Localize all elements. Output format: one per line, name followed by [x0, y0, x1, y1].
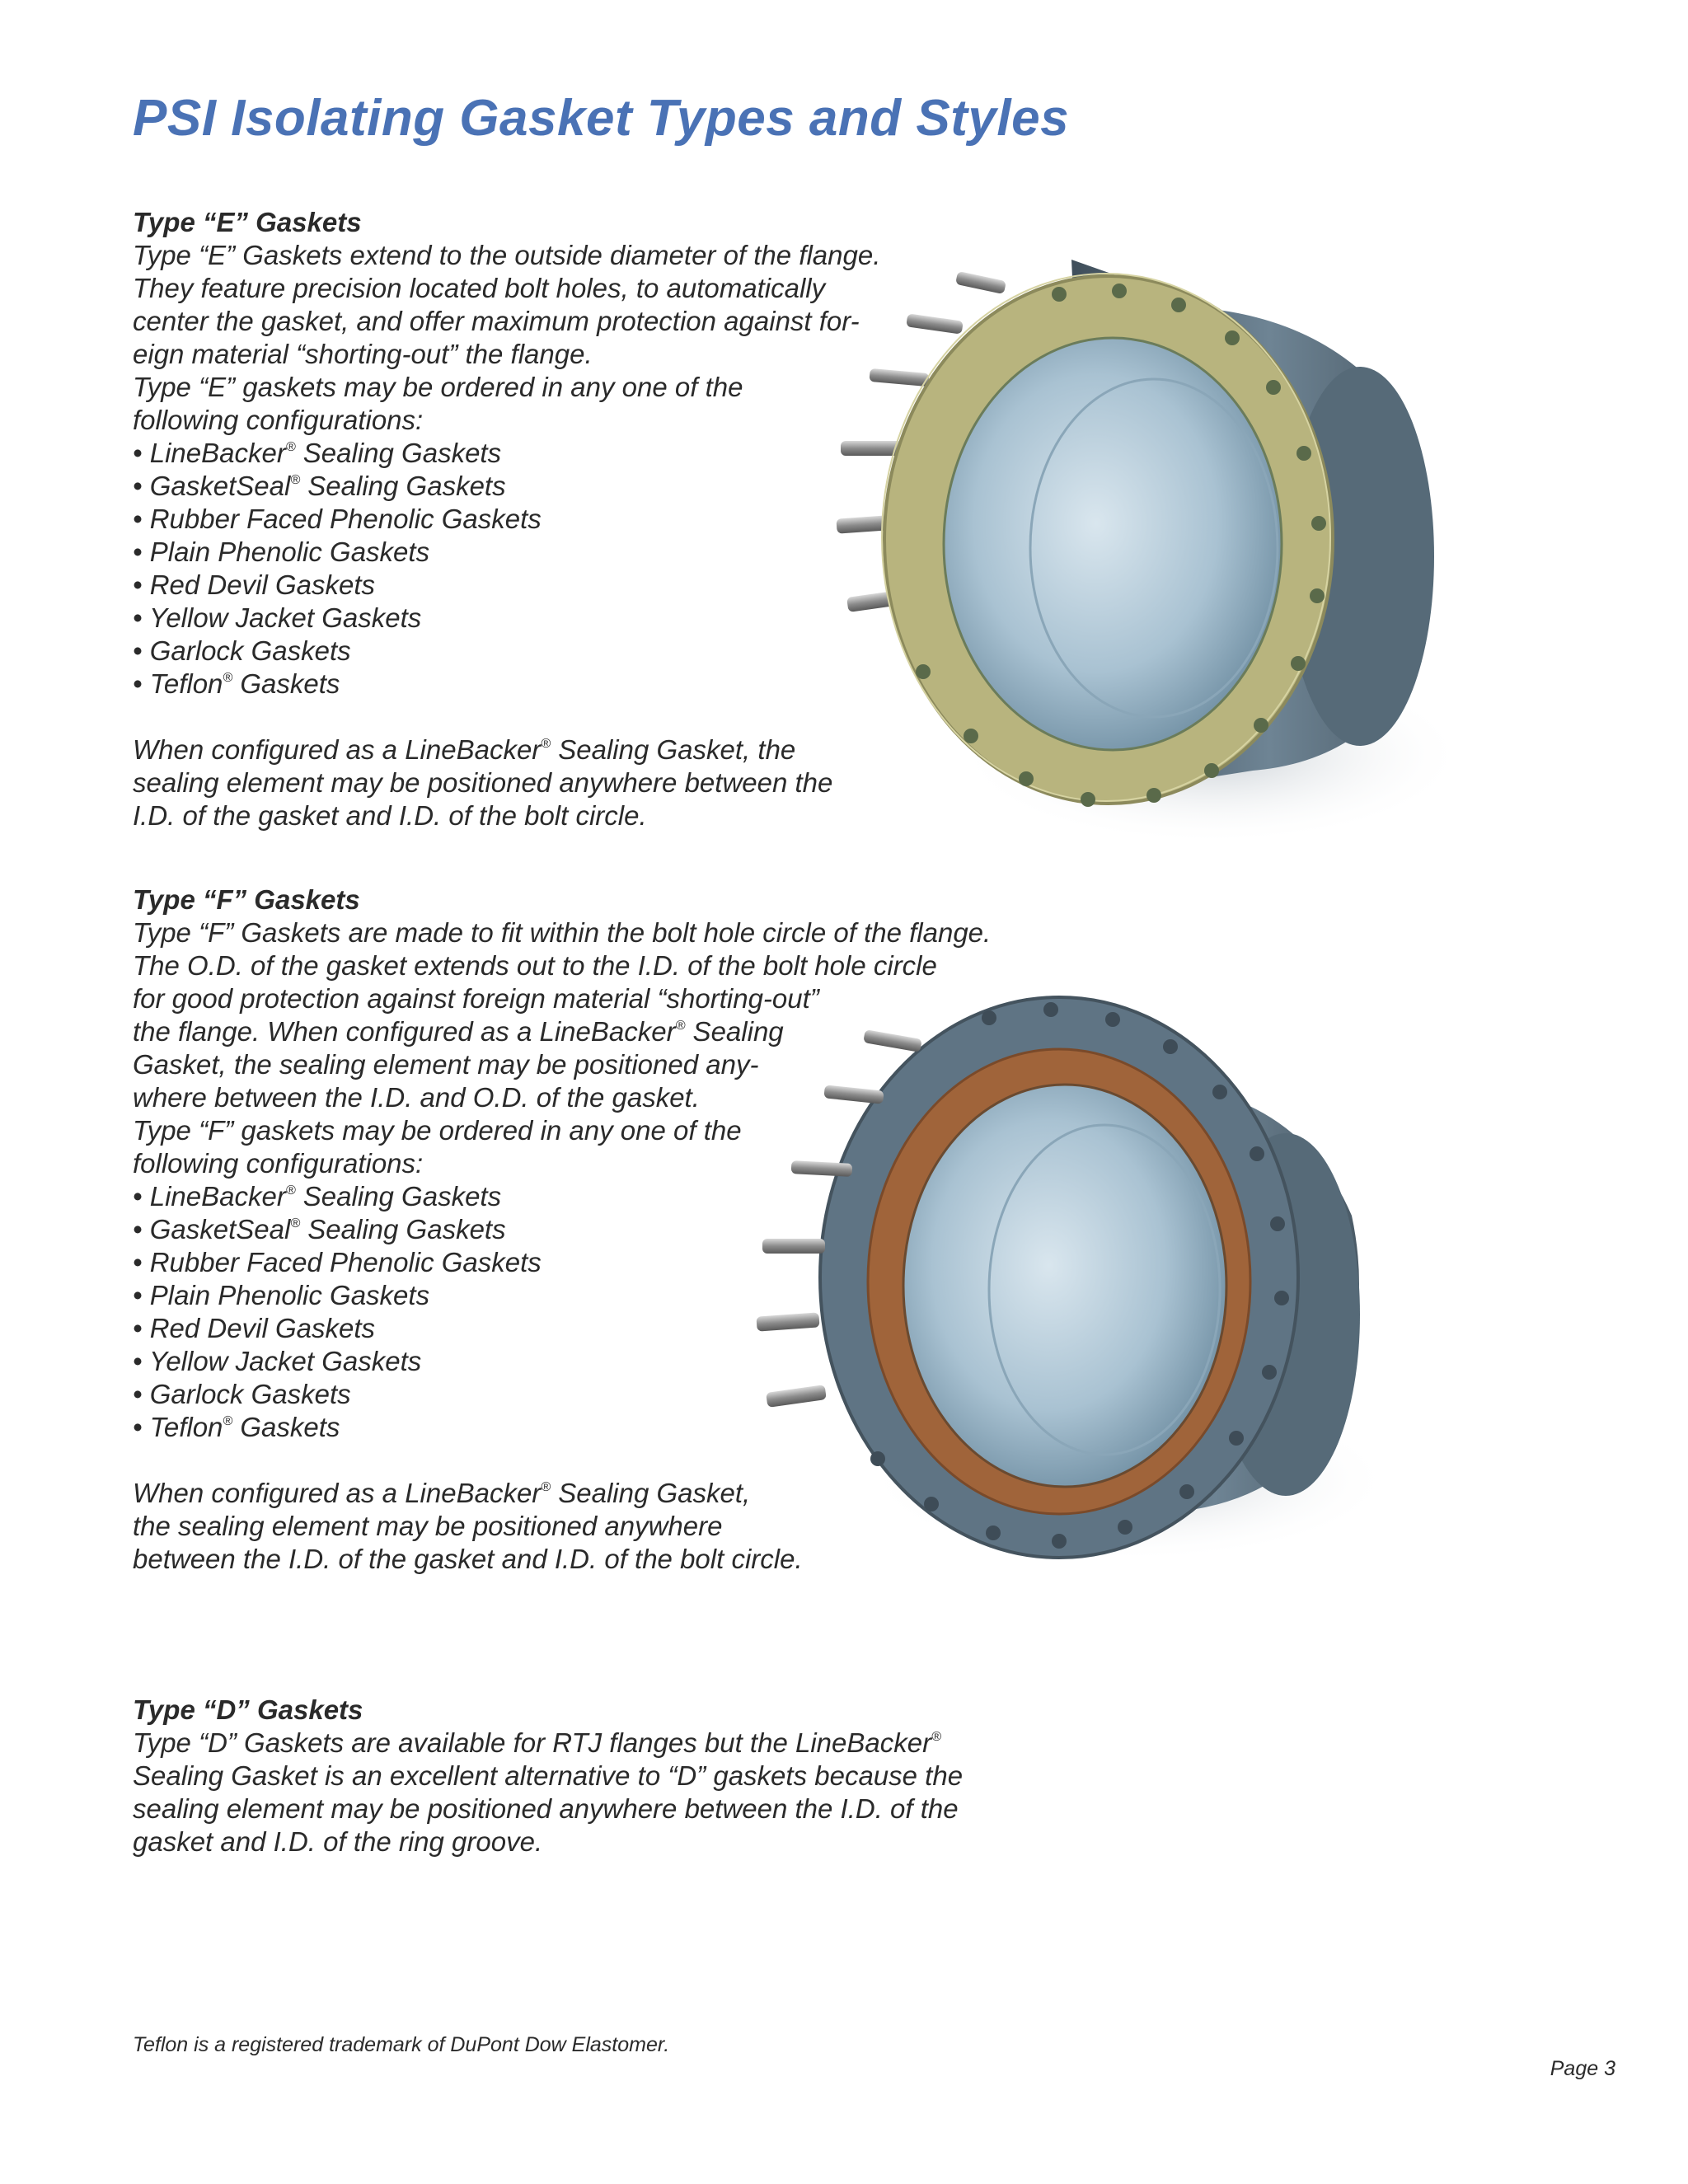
list-item: • LineBacker® Sealing Gaskets — [133, 1181, 502, 1212]
list-item: • Teflon® Gaskets — [133, 668, 340, 699]
bolt-hole-icon — [924, 1497, 939, 1511]
bolt-hole-icon — [1254, 718, 1268, 733]
list-item: • Yellow Jacket Gaskets — [133, 602, 422, 633]
type-e-note: When configured as a LineBacker® Sealing Gasket, the sealing element may be positioned anywhere between the I.D. of the gasket and I.D. of the bolt circle. — [133, 734, 833, 831]
type-f-text-line: following configurations: — [133, 1148, 424, 1179]
bolt-hole-icon — [1296, 446, 1311, 461]
type-d-section — [133, 1694, 1039, 1858]
type-d-text-line: gasket and I.D. of the ring groove. — [133, 1826, 543, 1857]
type-e-text-line: center the gasket, and offer maximum protection against for- — [133, 306, 860, 336]
bolt-hole-icon — [1019, 771, 1034, 786]
bolt-icon — [823, 1085, 884, 1104]
list-item: • Rubber Faced Phenolic Gaskets — [133, 504, 542, 534]
bolt-hole-icon — [964, 729, 978, 743]
bolt-icon — [762, 1239, 825, 1254]
page-title: PSI Isolating Gasket Types and Styles — [133, 90, 1070, 147]
bolt-hole-icon — [1204, 763, 1219, 778]
bolt-hole-icon — [870, 1451, 885, 1466]
bolt-hole-icon — [1146, 788, 1161, 803]
type-f-text-line: where between the I.D. and O.D. of the gasket. — [133, 1082, 700, 1113]
bolt-icon — [869, 368, 929, 387]
type-d-text-line: Sealing Gasket is an excellent alternative to “D” gaskets because the — [133, 1760, 964, 1791]
bolt-icon — [955, 271, 1006, 294]
list-item: • Teflon® Gaskets — [133, 1412, 340, 1442]
bolt-hole-icon — [1118, 1520, 1132, 1535]
bolt-hole-icon — [1043, 1002, 1058, 1017]
type-f-text-line: Type “F” gaskets may be ordered in any one of the — [133, 1115, 742, 1146]
bolt-icon — [906, 313, 964, 334]
bolt-hole-icon — [1171, 298, 1186, 312]
page-number: Page 3 — [1550, 2057, 1615, 2080]
list-item: • LineBacker® Sealing Gaskets — [133, 438, 502, 468]
type-f-flange-illustration — [742, 977, 1385, 1574]
list-item: • GasketSeal® Sealing Gaskets — [133, 1214, 506, 1244]
bolt-hole-icon — [1311, 516, 1326, 531]
bolt-icon — [756, 1312, 819, 1331]
pipe-bore — [903, 1085, 1226, 1487]
bolt-hole-icon — [1105, 1012, 1120, 1027]
type-e-text-line: following configurations: — [133, 405, 424, 435]
type-d-text-line: sealing element may be positioned anywhere between the I.D. of the — [133, 1793, 959, 1824]
bolt-hole-icon — [1081, 792, 1095, 807]
bolt-hole-icon — [1229, 1431, 1244, 1446]
type-e-text-line: Type “E” gaskets may be ordered in any one of the — [133, 372, 743, 402]
bolt-hole-icon — [1274, 1291, 1289, 1305]
bolt-hole-icon — [1225, 330, 1240, 345]
type-f-text-line: Type “F” Gaskets are made to fit within the bolt hole circle of the flange. — [133, 917, 992, 948]
bolt-hole-icon — [1310, 588, 1325, 603]
bolt-hole-icon — [1052, 287, 1067, 302]
type-f-note: When configured as a LineBacker® Sealing Gasket, the sealing element may be positioned anywhere between the I.D. of the gasket and I.D. of the bolt circle. — [133, 1478, 803, 1574]
bolt-hole-icon — [982, 1010, 996, 1025]
type-e-text-line: eign material “shorting-out” the flange. — [133, 339, 593, 369]
type-e-text-line: They feature precision located bolt holes, to automatically — [133, 273, 826, 303]
list-item: • Garlock Gaskets — [133, 1379, 351, 1409]
bolt-hole-icon — [1163, 1039, 1178, 1054]
type-e-heading: Type “E” Gaskets — [133, 207, 362, 237]
bolt-hole-icon — [916, 664, 931, 679]
type-d-text-line: Type “D” Gaskets are available for RTJ flanges but the LineBacker® — [133, 1727, 941, 1758]
list-item: • Plain Phenolic Gaskets — [133, 537, 430, 567]
bolt-hole-icon — [986, 1526, 1001, 1540]
bolt-hole-icon — [1250, 1146, 1264, 1161]
list-item: • GasketSeal® Sealing Gaskets — [133, 471, 506, 501]
bolt-hole-icon — [1266, 380, 1281, 395]
type-f-heading: Type “F” Gaskets — [133, 884, 360, 915]
pipe-bore — [944, 338, 1282, 750]
type-f-text-line: The O.D. of the gasket extends out to the I.D. of the bolt hole circle — [133, 950, 937, 981]
list-item: • Red Devil Gaskets — [133, 1313, 375, 1343]
bolt-hole-icon — [1291, 656, 1306, 671]
bolt-hole-icon — [1052, 1534, 1067, 1549]
bolt-hole-icon — [1270, 1216, 1285, 1231]
bolt-icon — [863, 1029, 922, 1052]
list-item: • Rubber Faced Phenolic Gaskets — [133, 1247, 542, 1277]
bolt-hole-icon — [1179, 1484, 1194, 1499]
type-f-text-line: for good protection against foreign material “shorting-out” — [133, 983, 819, 1014]
list-item: • Plain Phenolic Gaskets — [133, 1280, 430, 1310]
type-d-heading: Type “D” Gaskets — [133, 1694, 363, 1725]
bolt-hole-icon — [1112, 284, 1127, 298]
type-f-text-line: the flange. When configured as a LineBacker® Sealing — [133, 1016, 784, 1047]
list-item: • Red Devil Gaskets — [133, 569, 375, 600]
list-item: • Yellow Jacket Gaskets — [133, 1346, 422, 1376]
type-e-flange-illustration — [824, 227, 1467, 853]
trademark-footnote: Teflon is a registered trademark of DuPont Dow Elastomer. — [133, 2033, 670, 2056]
type-f-text-line: Gasket, the sealing element may be positioned any- — [133, 1049, 759, 1080]
type-e-text-line: Type “E” Gaskets extend to the outside diameter of the flange. — [133, 240, 881, 270]
bolt-icon — [766, 1385, 827, 1408]
bolt-hole-icon — [1212, 1085, 1227, 1099]
bolt-hole-icon — [1262, 1365, 1277, 1380]
list-item: • Garlock Gaskets — [133, 635, 351, 666]
